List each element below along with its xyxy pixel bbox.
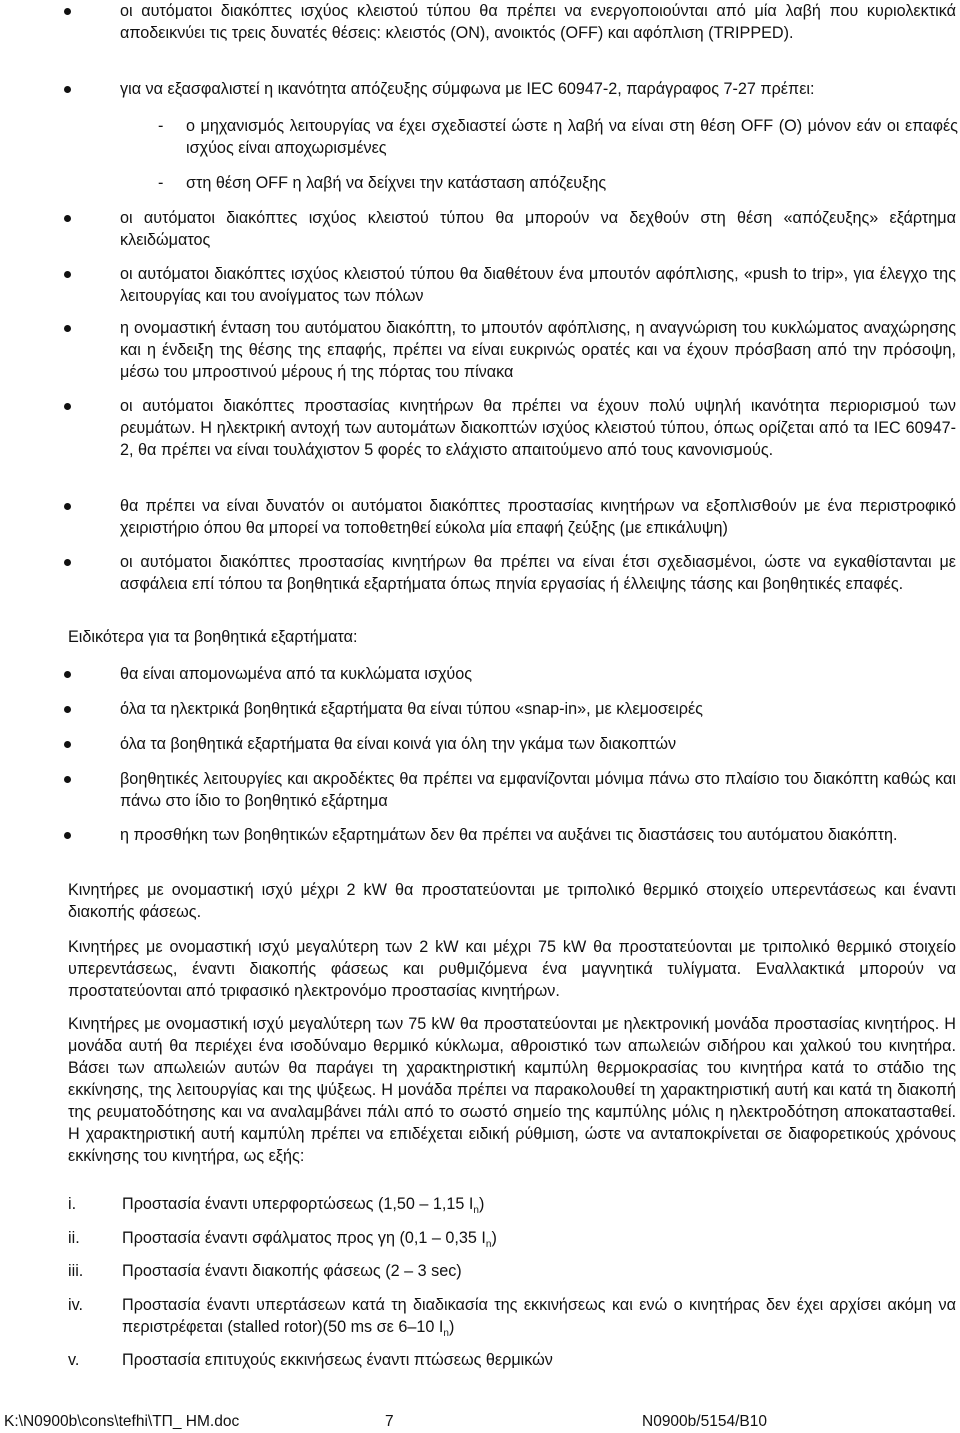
bullet-icon — [64, 8, 71, 15]
bullet-text: η ονομαστική ένταση του αυτόματου διακόπτη, το μπουτόν αφόπλισης, η αναγνώριση του κυκλώματος αναχώρησης και η ένδειξη της θέσης της επαφής, πρέπει να είναι ευκρινώς ορατές και να έχουν πρόσβαση από την πρόσοψη, μέσω του μπροστινού μέρους ή της πόρτας του πίνακα — [120, 319, 956, 381]
bullet-icon — [64, 325, 71, 332]
bullet-icon — [64, 671, 71, 678]
bullet-icon — [64, 403, 71, 410]
dash-text: στη θέση OFF η λαβή να δείχνει την κατάσταση απόζευξης — [186, 174, 607, 192]
bullet-text: η προσθήκη των βοηθητικών εξαρτημάτων δεν θα πρέπει να αυξάνει τις διαστάσεις του αυτόματου διακόπτη. — [120, 826, 898, 844]
enum-text: Προστασία έναντι υπερφορτώσεως (1,50 – 1,15 I — [122, 1195, 474, 1213]
dash-marker: - — [158, 117, 164, 135]
paragraph: Κινητήρες με ονομαστική ισχύ μεγαλύτερη των 75 kW θα προστατεύονται με ηλεκτρονική μονάδα προστασίας κινητήρος. Η μονάδα αυτή θα περιέχει ένα ισοδύναμο θερμικό κύκλωμα, αθροιστικό των απωλειών σιδήρου και χαλκού του κινητήρα. Βάσει των απωλειών αυτών θα παράγει τη χαρακτηριστική καμπύλη θερμοκρασίας του κινητήρα κατά το στάδιο της εκκίνησης, της λειτουργίας και της ψύξεως. Η μονάδα πρέπει να παρακολουθεί τη χαρακτηριστική αυτή και κατά τη διακοπή της ρευματοδότησης και να αναλαμβάνει πάλι από το σωστό σημείο της καμπύλης μόλις η ηλεκτροδότηση αποκατασταθεί. Η χαρακτηριστική αυτή καμπύλη πρέπει να επιδέχεται ειδική ρύθμιση, ώστε να ανταποκρίνεται σε διαφορετικούς χρόνους εκκίνησης του κινητήρα, ως εξής: — [68, 1015, 956, 1165]
paragraph: Κινητήρες με ονομαστική ισχύ μέχρι 2 kW θα προστατεύονται με τριπολικό θερμικό στοιχείο υπερεντάσεως και έναντι διακοπής φάσεως. — [68, 881, 956, 921]
enum-number: iv. — [68, 1296, 83, 1314]
list-item — [68, 768, 956, 812]
list-item — [68, 263, 956, 307]
enum-item — [68, 1260, 956, 1282]
enum-tail: ) — [478, 1195, 485, 1213]
dash-item — [68, 172, 958, 194]
enum-subscript: n — [473, 1205, 479, 1217]
enum-number: ii. — [68, 1229, 80, 1247]
bullet-icon — [64, 503, 71, 510]
list-item — [68, 495, 956, 539]
list-item — [68, 698, 956, 720]
enum-text: Προστασία έναντι υπερτάσεων κατά τη διαδικασία της εκκινήσεως και ενώ ο κινητήρας δεν έχει αρχίσει ακόμη να περιστρέφεται (stalled rotor)(50 ms σε 6–10 I — [122, 1296, 956, 1336]
bullet-icon — [64, 559, 71, 566]
enum-number: i. — [68, 1195, 77, 1213]
list-item — [68, 824, 956, 846]
bullet-icon — [64, 215, 71, 222]
bullet-text: όλα τα βοηθητικά εξαρτήματα θα είναι κοινά για όλη την γκάμα των διακοπτών — [120, 735, 677, 753]
list-item — [68, 733, 956, 755]
enum-number: v. — [68, 1351, 80, 1369]
footer-page-number: 7 — [385, 1413, 394, 1430]
enum-number: iii. — [68, 1262, 84, 1280]
footer-reference: N0900b/5154/B10 — [642, 1413, 767, 1430]
aux-heading: Ειδικότερα για τα βοηθητικά εξαρτήματα: — [68, 628, 358, 646]
enum-item — [68, 1227, 956, 1249]
list-item — [68, 663, 956, 685]
list-item — [68, 551, 956, 595]
bullet-text: οι αυτόματοι διακόπτες ισχύος κλειστού τύπου θα μπορούν να δεχθούν στη θέση «απόζευξης» εξάρτημα κλειδώματος — [120, 209, 956, 249]
list-item — [68, 207, 956, 251]
bullet-text: θα πρέπει να είναι δυνατόν οι αυτόματοι διακόπτες προστασίας κινητήρων να εξοπλισθούν με ένα περιστροφικό χειριστήριο όπου θα μπορεί να τοποθετηθεί εύκολα μία επαφή ζεύξης (με επικάλυψη) — [120, 497, 956, 537]
bullet-text: βοηθητικές λειτουργίες και ακροδέκτες θα πρέπει να εμφανίζονται μόνιμα πάνω στο πλαίσιο του διακόπτη καθώς και πάνω στο ίδιο το βοηθητικό εξάρτημα — [120, 770, 956, 810]
bullet-text: οι αυτόματοι διακόπτες ισχύος κλειστού τύπου θα πρέπει να ενεργοποιούνται από μία λαβή που κυριολεκτικά αποδεικνύει τις τρεις δυνατές θέσεις: κλειστός (ON), ανοικτός (OFF) και αφόπλιση (TRIPPED). — [120, 2, 956, 42]
list-item — [68, 78, 956, 100]
footer-file-path: K:\N0900b\cons\tefhi\ΤΠ_ HM.doc — [4, 1413, 240, 1430]
enum-subscript: n — [443, 1328, 449, 1340]
enum-text: Προστασία επιτυχούς εκκινήσεως έναντι πτώσεως θερμικών — [122, 1351, 553, 1369]
bullet-text: οι αυτόματοι διακόπτες ισχύος κλειστού τύπου θα διαθέτουν ένα μπουτόν αφόπλισης, «push to trip», για έλεγχο της λειτουργίας και του ανοίγματος των πόλων — [120, 265, 956, 305]
dash-item — [68, 115, 958, 159]
enum-item — [68, 1193, 956, 1215]
enum-item — [68, 1294, 956, 1338]
bullet-icon — [64, 741, 71, 748]
bullet-icon — [64, 86, 71, 93]
enum-item — [68, 1349, 956, 1371]
bullet-text: οι αυτόματοι διακόπτες προστασίας κινητήρων θα πρέπει να έχουν πολύ υψηλή ικανότητα περιορισμού των ρευμάτων. Η ηλεκτρική αντοχή των αυτομάτων διακοπτών ισχύος κλειστού τύπου, όπως ορίζεται από τα IEC 60947-2, θα πρέπει να είναι τουλάχιστον 5 φορές το ελάχιστο απαιτούμενο από τους κανονισμούς. — [120, 397, 956, 459]
bullet-icon — [64, 706, 71, 713]
list-item — [68, 395, 956, 461]
dash-text: ο μηχανισμός λειτουργίας να έχει σχεδιαστεί ώστε η λαβή να είναι στη θέση OFF (O) μόνον εάν οι επαφές ισχύος είναι αποχωρισμένες — [186, 117, 958, 157]
list-item — [68, 317, 956, 383]
bullet-text: οι αυτόματοι διακόπτες προστασίας κινητήρων θα πρέπει να είναι έτσι σχεδιασμένοι, ώστε να εγκαθίστανται με ασφάλεια επί τόπου τα βοηθητικά εξαρτήματα όπως πηνία εργασίας ή έλλειψης τάσης και βοηθητικές επαφές. — [120, 553, 956, 593]
enum-tail: ) — [448, 1318, 455, 1336]
list-item — [68, 0, 956, 44]
enum-text: Προστασία έναντι σφάλματος προς γη (0,1 – 0,35 I — [122, 1229, 486, 1247]
bullet-text: για να εξασφαλιστεί η ικανότητα απόζευξης σύμφωνα με IEC 60947-2, παράγραφος 7-27 πρέπει: — [120, 80, 815, 98]
bullet-text: θα είναι απομονωμένα από τα κυκλώματα ισχύος — [120, 665, 473, 683]
dash-marker: - — [158, 174, 164, 192]
paragraph: Κινητήρες με ονομαστική ισχύ μεγαλύτερη των 2 kW και μέχρι 75 kW θα προστατεύονται με τριπολικό θερμικό στοιχείο υπερεντάσεως, έναντι διακοπής φάσεως και ρυθμιζόμενα ένα μαγνητικά τυλίγματα. Εναλλακτικά μπορούν να προστατεύονται από τριφασικό ηλεκτρονόμο προστασίας κινητήρων. — [68, 938, 956, 1000]
bullet-icon — [64, 271, 71, 278]
enum-tail: ) — [491, 1229, 497, 1247]
enum-subscript: n — [485, 1239, 492, 1251]
bullet-icon — [64, 776, 71, 783]
bullet-text: όλα τα ηλεκτρικά βοηθητικά εξαρτήματα θα είναι τύπου «snap-in», με κλεμοσειρές — [120, 700, 703, 718]
enum-text: Προστασία έναντι διακοπής φάσεως (2 – 3 sec) — [122, 1262, 462, 1280]
bullet-icon — [64, 832, 71, 839]
